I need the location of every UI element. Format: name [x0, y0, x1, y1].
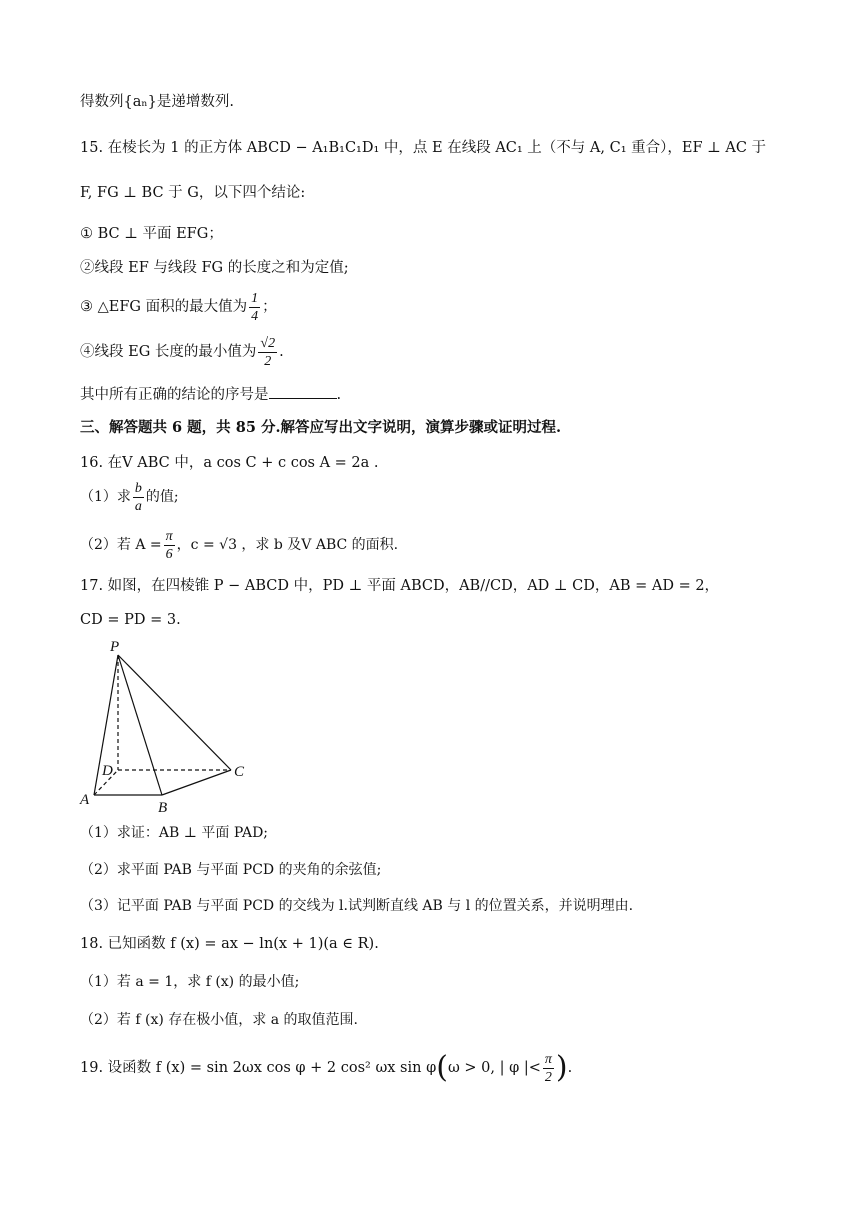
- q17-stem-line2: CD = PD = 3.: [80, 612, 181, 628]
- q16-part2-text: （2）若 A =: [80, 537, 162, 553]
- pyramid-figure: [76, 636, 266, 818]
- fraction-numerator: √2: [260, 335, 276, 351]
- q17-part3: （3）记平面 PAB 与平面 PCD 的交线为 l.试判断直线 AB 与 l 的位置关系，并说明理由.: [80, 898, 634, 914]
- q17-part1: （1）求证：AB ⊥ 平面 PAD;: [80, 825, 269, 841]
- q16-part1-text: （1）求: [80, 489, 131, 505]
- q19-condition: ω > 0, | φ |<: [447, 1060, 541, 1076]
- fraction-denominator: a: [134, 498, 142, 514]
- q16-part2-post: ，c = √3 ，求 b 及V ABC 的面积.: [176, 537, 399, 553]
- q16-part1: [80, 478, 179, 516]
- fraction-numerator: π: [165, 528, 173, 544]
- fraction-numerator: π: [544, 1051, 552, 1067]
- vertex-label-B: B: [158, 800, 168, 816]
- q15-conclusion-3: [80, 288, 277, 326]
- edge-PB: [118, 655, 162, 795]
- q19-text: 19. 设函数 f (x) = sin 2ωx cos φ + 2 cos² ωx sin φ: [80, 1060, 437, 1076]
- fraction-numerator: 1: [251, 290, 259, 306]
- c3-post: ；: [262, 299, 277, 315]
- q17-stem-line1: 17. 如图，在四棱锥 P − ABCD 中，PD ⊥ 平面 ABCD，AB//CD，AD ⊥ CD，AB = AD = 2，: [80, 578, 720, 594]
- c4-text: ④线段 EG 长度的最小值为: [80, 344, 257, 360]
- section-3-heading: 三、解答题共 6 题，共 85 分.解答应写出文字说明，演算步骤或证明过程.: [80, 419, 562, 436]
- fraction-pi-over-2: [543, 1051, 554, 1086]
- left-paren: (: [436, 1050, 448, 1085]
- q15-stem-line1: 15. 在棱长为 1 的正方体 ABCD − A₁B₁C₁D₁ 中，点 E 在线段 AC₁ 上（不与 A, C₁ 重合），EF ⊥ AC 于: [80, 140, 767, 156]
- q16-part1-post: 的值;: [145, 489, 179, 505]
- q16-stem: 16. 在V ABC 中，a cos C + c cos A = 2a .: [80, 455, 379, 471]
- fraction-pi-over-6: [164, 528, 175, 563]
- edge-BC: [162, 770, 231, 795]
- answer-blank[interactable]: [269, 384, 337, 399]
- vertex-label-C: C: [234, 764, 245, 780]
- q16-part2: [80, 526, 398, 564]
- q19-post: .: [567, 1060, 573, 1076]
- q15-conclusion-4: [80, 333, 284, 371]
- fraction-one-quarter: [249, 290, 260, 325]
- fraction-root2-over-2: [258, 335, 277, 370]
- vertex-label-A: A: [80, 792, 90, 808]
- vertex-label-P: P: [110, 639, 120, 655]
- q15-conclusion-1: ① BC ⊥ 平面 EFG；: [80, 226, 223, 242]
- edge-PC: [118, 655, 231, 770]
- fraction-denominator: 2: [544, 1069, 552, 1085]
- q15-answer-prompt: [80, 384, 341, 405]
- q15-stem-line2: F, FG ⊥ BC 于 G，以下四个结论:: [80, 185, 306, 201]
- q18-part2: （2）若 f (x) 存在极小值，求 a 的取值范围.: [80, 1012, 358, 1028]
- fraction-b-over-a: [133, 480, 144, 515]
- q17-part2: （2）求平面 PAB 与平面 PCD 的夹角的余弦值;: [80, 862, 382, 878]
- prev-question-tail: 得数列{aₙ}是递增数列.: [80, 94, 234, 110]
- vertex-label-D: D: [102, 763, 113, 779]
- c3-text: ③ △EFG 面积的最大值为: [80, 299, 248, 315]
- q19-stem: [80, 1046, 572, 1090]
- c4-post: .: [279, 344, 284, 360]
- q18-stem: 18. 已知函数 f (x) = ax − ln(x + 1)(a ∈ R).: [80, 936, 379, 952]
- answer-prompt-text: 其中所有正确的结论的序号是: [80, 387, 269, 403]
- fraction-denominator: 2: [264, 353, 272, 369]
- q15-conclusion-2: ②线段 EF 与线段 FG 的长度之和为定值;: [80, 260, 349, 276]
- fraction-denominator: 6: [165, 546, 173, 562]
- fraction-numerator: b: [134, 480, 142, 496]
- fraction-denominator: 4: [251, 308, 259, 324]
- q18-part1: （1）若 a = 1，求 f (x) 的最小值;: [80, 974, 300, 990]
- answer-prompt-post: .: [336, 387, 342, 403]
- right-paren: ): [555, 1050, 568, 1085]
